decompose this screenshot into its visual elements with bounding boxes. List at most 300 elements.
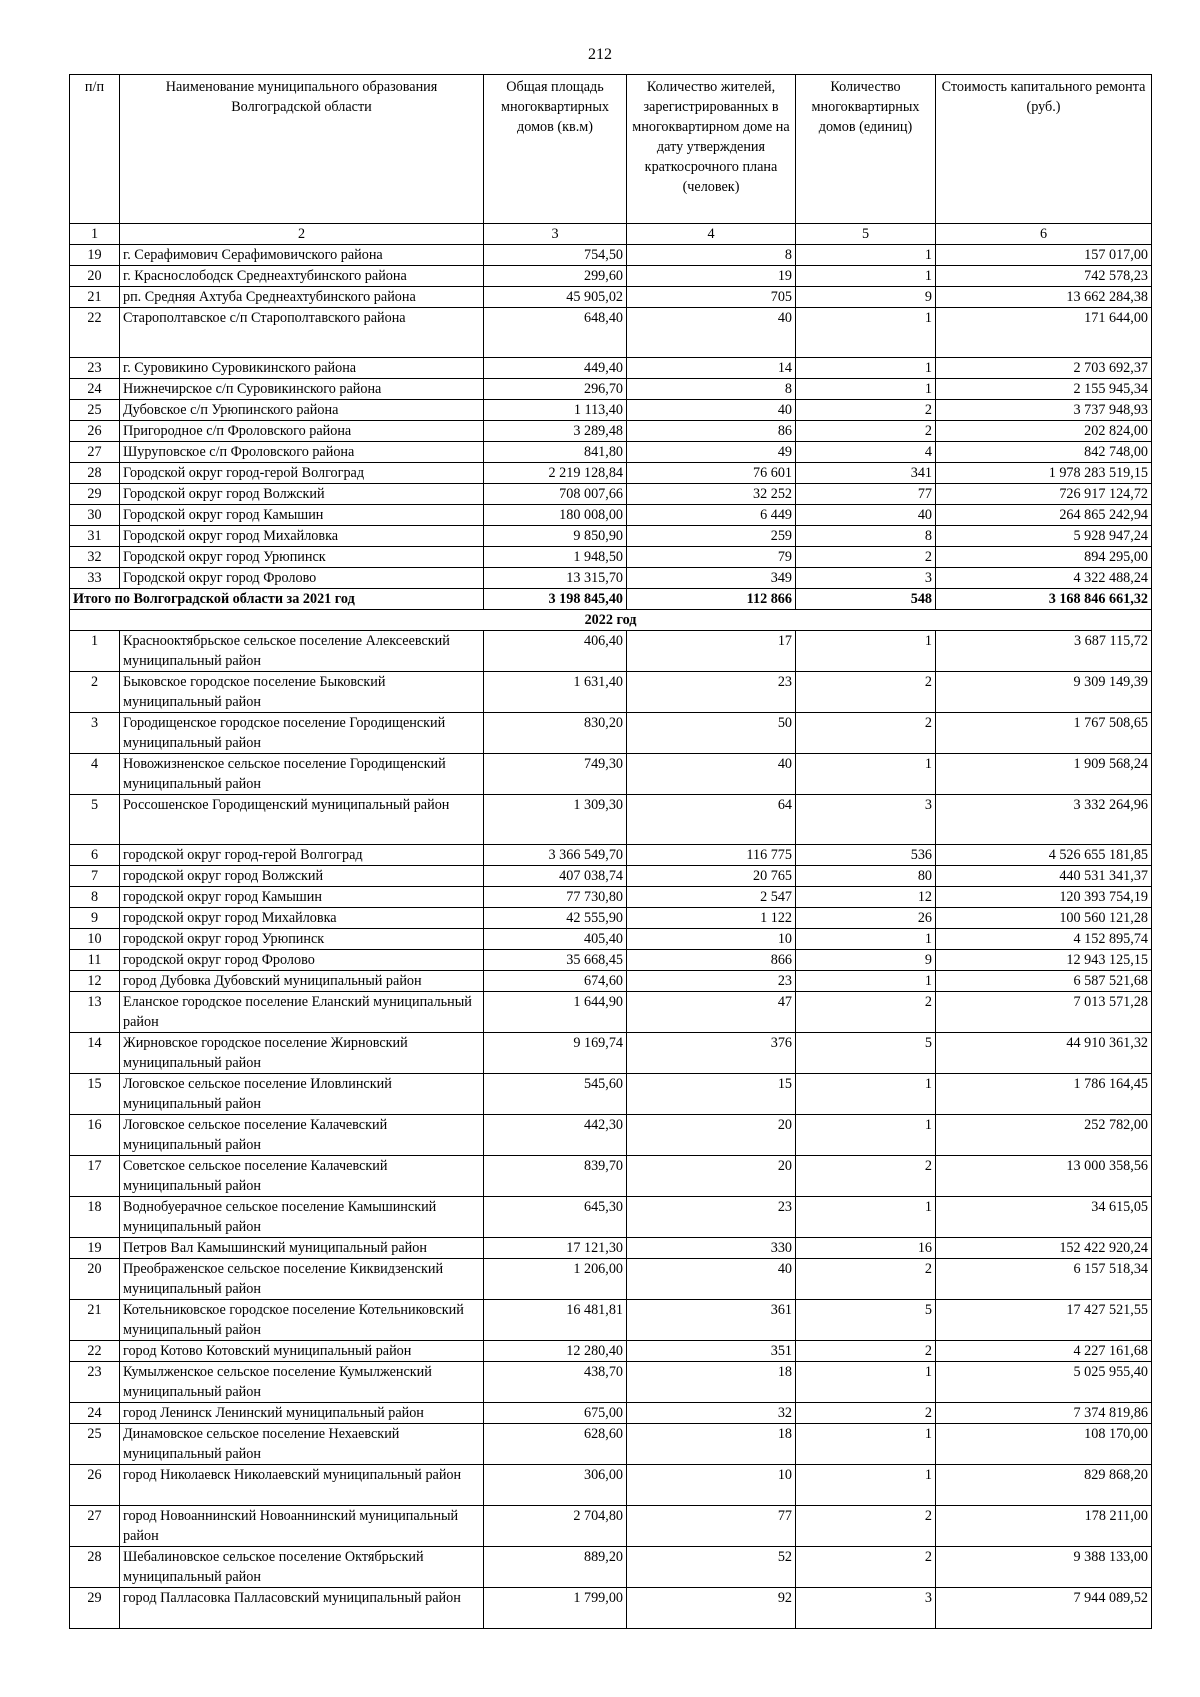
table-row <box>70 754 1152 795</box>
area-value: 1 206,00 <box>484 1259 627 1300</box>
table-row <box>70 1588 1152 1629</box>
municipality-name: Городской округ город-герой Волгоград <box>120 463 484 484</box>
residents-value: 32 <box>627 1403 796 1424</box>
residents-value: 49 <box>627 442 796 463</box>
cost-value: 9 388 133,00 <box>936 1547 1152 1588</box>
houses-value: 1 <box>796 929 936 950</box>
municipality-name: городской округ город-герой Волгоград <box>120 845 484 866</box>
row-number: 33 <box>70 568 120 589</box>
municipality-name: Петров Вал Камышинский муниципальный район <box>120 1238 484 1259</box>
cost-value: 726 917 124,72 <box>936 484 1152 505</box>
row-number: 24 <box>70 1403 120 1424</box>
residents-value: 40 <box>627 1259 796 1300</box>
residents-value: 6 449 <box>627 505 796 526</box>
row-number: 19 <box>70 1238 120 1259</box>
municipality-name: город Палласовка Палласовский муниципальный район <box>120 1588 484 1629</box>
table-row <box>70 1238 1152 1259</box>
residents-value: 86 <box>627 421 796 442</box>
residents-value: 8 <box>627 245 796 266</box>
municipality-name: Пригородное с/п Фроловского района <box>120 421 484 442</box>
column-number: 1 <box>70 224 120 245</box>
row-number: 23 <box>70 1362 120 1403</box>
houses-value: 1 <box>796 266 936 287</box>
column-number: 6 <box>936 224 1152 245</box>
page-number: 212 <box>588 46 612 63</box>
houses-value: 80 <box>796 866 936 887</box>
table-row <box>70 971 1152 992</box>
area-value: 645,30 <box>484 1197 627 1238</box>
row-number: 28 <box>70 463 120 484</box>
row-number: 15 <box>70 1074 120 1115</box>
residents-value: 1 122 <box>627 908 796 929</box>
table-row <box>70 1115 1152 1156</box>
table-row <box>70 1156 1152 1197</box>
cost-value: 1 767 508,65 <box>936 713 1152 754</box>
houses-value: 16 <box>796 1238 936 1259</box>
houses-value: 1 <box>796 308 936 358</box>
table-row <box>70 245 1152 266</box>
area-value: 16 481,81 <box>484 1300 627 1341</box>
houses-value: 3 <box>796 795 936 845</box>
area-value: 296,70 <box>484 379 627 400</box>
residents-value: 40 <box>627 308 796 358</box>
area-value: 648,40 <box>484 308 627 358</box>
row-number: 21 <box>70 1300 120 1341</box>
area-value: 830,20 <box>484 713 627 754</box>
area-value: 675,00 <box>484 1403 627 1424</box>
residents-value: 20 <box>627 1115 796 1156</box>
table-row <box>70 568 1152 589</box>
cost-value: 5 928 947,24 <box>936 526 1152 547</box>
cost-value: 252 782,00 <box>936 1115 1152 1156</box>
row-number: 4 <box>70 754 120 795</box>
area-value: 9 850,90 <box>484 526 627 547</box>
cost-value: 3 737 948,93 <box>936 400 1152 421</box>
cost-value: 4 526 655 181,85 <box>936 845 1152 866</box>
residents-value: 23 <box>627 672 796 713</box>
municipality-name: Городской округ город Камышин <box>120 505 484 526</box>
houses-value: 1 <box>796 631 936 672</box>
area-value: 3 289,48 <box>484 421 627 442</box>
col-header-residents: Количество жителей, зарегистрированных в многоквартирном доме на дату утверждения краткосрочного плана (человек) <box>627 75 796 224</box>
houses-value: 341 <box>796 463 936 484</box>
area-value: 13 315,70 <box>484 568 627 589</box>
residents-value: 76 601 <box>627 463 796 484</box>
residents-value: 52 <box>627 1547 796 1588</box>
area-value: 1 799,00 <box>484 1588 627 1629</box>
houses-value: 26 <box>796 908 936 929</box>
municipality-name: Еланское городское поселение Еланский муниципальный район <box>120 992 484 1033</box>
cost-value: 1 786 164,45 <box>936 1074 1152 1115</box>
table-row <box>70 547 1152 568</box>
column-number: 2 <box>120 224 484 245</box>
houses-value: 3 <box>796 1588 936 1629</box>
municipality-name: город Ленинск Ленинский муниципальный район <box>120 1403 484 1424</box>
residents-value: 705 <box>627 287 796 308</box>
residents-value: 47 <box>627 992 796 1033</box>
houses-value: 2 <box>796 421 936 442</box>
row-number: 32 <box>70 547 120 568</box>
houses-value: 1 <box>796 971 936 992</box>
row-number: 22 <box>70 308 120 358</box>
municipality-name: Динамовское сельское поселение Нехаевский муниципальный район <box>120 1424 484 1465</box>
table-row <box>70 287 1152 308</box>
area-value: 1 631,40 <box>484 672 627 713</box>
table-row <box>70 1197 1152 1238</box>
municipality-name: городской округ город Фролово <box>120 950 484 971</box>
table-row <box>70 1403 1152 1424</box>
total-cost: 3 168 846 661,32 <box>936 589 1152 610</box>
municipality-name: Нижнечирское с/п Суровикинского района <box>120 379 484 400</box>
houses-value: 40 <box>796 505 936 526</box>
row-number: 26 <box>70 421 120 442</box>
capital-repair-table <box>69 74 1152 1629</box>
municipality-name: Кумылженское сельское поселение Кумылженский муниципальный район <box>120 1362 484 1403</box>
area-value: 438,70 <box>484 1362 627 1403</box>
row-number: 20 <box>70 1259 120 1300</box>
residents-value: 77 <box>627 1506 796 1547</box>
houses-value: 1 <box>796 1465 936 1506</box>
houses-value: 77 <box>796 484 936 505</box>
section-heading-2022: 2022 год <box>70 610 1152 631</box>
row-number: 29 <box>70 1588 120 1629</box>
houses-value: 1 <box>796 358 936 379</box>
houses-value: 1 <box>796 379 936 400</box>
table-row <box>70 505 1152 526</box>
residents-value: 40 <box>627 754 796 795</box>
residents-value: 8 <box>627 379 796 400</box>
row-number: 14 <box>70 1033 120 1074</box>
houses-value: 1 <box>796 1362 936 1403</box>
row-number: 5 <box>70 795 120 845</box>
cost-value: 6 157 518,34 <box>936 1259 1152 1300</box>
municipality-name: Логовское сельское поселение Калачевский муниципальный район <box>120 1115 484 1156</box>
cost-value: 178 211,00 <box>936 1506 1152 1547</box>
cost-value: 829 868,20 <box>936 1465 1152 1506</box>
row-number: 10 <box>70 929 120 950</box>
area-value: 841,80 <box>484 442 627 463</box>
row-number: 8 <box>70 887 120 908</box>
residents-value: 2 547 <box>627 887 796 908</box>
cost-value: 171 644,00 <box>936 308 1152 358</box>
row-number: 31 <box>70 526 120 547</box>
municipality-name: Жирновское городское поселение Жирновский муниципальный район <box>120 1033 484 1074</box>
column-number: 5 <box>796 224 936 245</box>
cost-value: 7 013 571,28 <box>936 992 1152 1033</box>
municipality-name: Городской округ город Фролово <box>120 568 484 589</box>
table-row <box>70 421 1152 442</box>
municipality-name: город Дубовка Дубовский муниципальный район <box>120 971 484 992</box>
row-number: 25 <box>70 400 120 421</box>
cost-value: 34 615,05 <box>936 1197 1152 1238</box>
municipality-name: Преображенское сельское поселение Киквидзенский муниципальный район <box>120 1259 484 1300</box>
municipality-name: город Котово Котовский муниципальный район <box>120 1341 484 1362</box>
area-value: 299,60 <box>484 266 627 287</box>
area-value: 407 038,74 <box>484 866 627 887</box>
residents-value: 330 <box>627 1238 796 1259</box>
residents-value: 40 <box>627 400 796 421</box>
table-row <box>70 631 1152 672</box>
table-row <box>70 358 1152 379</box>
row-number: 21 <box>70 287 120 308</box>
municipality-name: Шебалиновское сельское поселение Октябрьский муниципальный район <box>120 1547 484 1588</box>
municipality-name: городской округ город Михайловка <box>120 908 484 929</box>
houses-value: 2 <box>796 547 936 568</box>
table-row <box>70 1424 1152 1465</box>
row-number: 30 <box>70 505 120 526</box>
row-number: 7 <box>70 866 120 887</box>
cost-value: 3 332 264,96 <box>936 795 1152 845</box>
municipality-name: городской округ город Волжский <box>120 866 484 887</box>
houses-value: 2 <box>796 1259 936 1300</box>
area-value: 17 121,30 <box>484 1238 627 1259</box>
row-number: 24 <box>70 379 120 400</box>
houses-value: 2 <box>796 672 936 713</box>
houses-value: 536 <box>796 845 936 866</box>
area-value: 2 219 128,84 <box>484 463 627 484</box>
cost-value: 5 025 955,40 <box>936 1362 1152 1403</box>
municipality-name: Городищенское городское поселение Городищенский муниципальный район <box>120 713 484 754</box>
total-houses: 548 <box>796 589 936 610</box>
table-row <box>70 845 1152 866</box>
residents-value: 10 <box>627 1465 796 1506</box>
area-value: 12 280,40 <box>484 1341 627 1362</box>
table-row <box>70 1547 1152 1588</box>
row-number: 6 <box>70 845 120 866</box>
cost-value: 13 662 284,38 <box>936 287 1152 308</box>
area-value: 3 366 549,70 <box>484 845 627 866</box>
municipality-name: город Новоаннинский Новоаннинский муниципальный район <box>120 1506 484 1547</box>
table-row <box>70 1259 1152 1300</box>
row-number: 27 <box>70 1506 120 1547</box>
row-number: 3 <box>70 713 120 754</box>
cost-value: 7 374 819,86 <box>936 1403 1152 1424</box>
table-header-row <box>70 75 1152 224</box>
cost-value: 4 322 488,24 <box>936 568 1152 589</box>
cost-value: 6 587 521,68 <box>936 971 1152 992</box>
area-value: 628,60 <box>484 1424 627 1465</box>
cost-value: 17 427 521,55 <box>936 1300 1152 1341</box>
residents-value: 92 <box>627 1588 796 1629</box>
houses-value: 2 <box>796 992 936 1033</box>
table-row <box>70 992 1152 1033</box>
municipality-name: Новожизненское сельское поселение Городищенский муниципальный район <box>120 754 484 795</box>
area-value: 180 008,00 <box>484 505 627 526</box>
table-row <box>70 266 1152 287</box>
column-number: 3 <box>484 224 627 245</box>
cost-value: 152 422 920,24 <box>936 1238 1152 1259</box>
houses-value: 2 <box>796 1156 936 1197</box>
table-row <box>70 713 1152 754</box>
row-number: 18 <box>70 1197 120 1238</box>
cost-value: 4 227 161,68 <box>936 1341 1152 1362</box>
area-value: 839,70 <box>484 1156 627 1197</box>
residents-value: 64 <box>627 795 796 845</box>
cost-value: 2 703 692,37 <box>936 358 1152 379</box>
table-body <box>70 224 1152 1629</box>
cost-value: 12 943 125,15 <box>936 950 1152 971</box>
residents-value: 32 252 <box>627 484 796 505</box>
cost-value: 4 152 895,74 <box>936 929 1152 950</box>
cost-value: 842 748,00 <box>936 442 1152 463</box>
houses-value: 2 <box>796 1506 936 1547</box>
residents-value: 361 <box>627 1300 796 1341</box>
cost-value: 440 531 341,37 <box>936 866 1152 887</box>
col-header-municipality: Наименование муниципального образования Волгоградской области <box>120 75 484 224</box>
table-row <box>70 526 1152 547</box>
houses-value: 9 <box>796 950 936 971</box>
residents-value: 866 <box>627 950 796 971</box>
municipality-name: г. Суровикино Суровикинского района <box>120 358 484 379</box>
cost-value: 100 560 121,28 <box>936 908 1152 929</box>
row-number: 23 <box>70 358 120 379</box>
houses-value: 1 <box>796 754 936 795</box>
houses-value: 1 <box>796 1115 936 1156</box>
cost-value: 1 909 568,24 <box>936 754 1152 795</box>
area-value: 708 007,66 <box>484 484 627 505</box>
total-area: 3 198 845,40 <box>484 589 627 610</box>
table-row <box>70 1465 1152 1506</box>
area-value: 1 113,40 <box>484 400 627 421</box>
total-label: Итого по Волгоградской области за 2021 год <box>70 589 484 610</box>
area-value: 77 730,80 <box>484 887 627 908</box>
residents-value: 376 <box>627 1033 796 1074</box>
row-number: 20 <box>70 266 120 287</box>
houses-value: 4 <box>796 442 936 463</box>
area-value: 9 169,74 <box>484 1033 627 1074</box>
area-value: 1 309,30 <box>484 795 627 845</box>
table-row <box>70 484 1152 505</box>
cost-value: 157 017,00 <box>936 245 1152 266</box>
total-row <box>70 589 1152 610</box>
cost-value: 2 155 945,34 <box>936 379 1152 400</box>
table-row <box>70 1506 1152 1547</box>
municipality-name: Воднобуерачное сельское поселение Камышинский муниципальный район <box>120 1197 484 1238</box>
table-row <box>70 1362 1152 1403</box>
area-value: 42 555,90 <box>484 908 627 929</box>
municipality-name: Городской округ город Михайловка <box>120 526 484 547</box>
total-residents: 112 866 <box>627 589 796 610</box>
table-row <box>70 887 1152 908</box>
residents-value: 116 775 <box>627 845 796 866</box>
municipality-name: г. Краснослободск Среднеахтубинского района <box>120 266 484 287</box>
municipality-name: Городской округ город Урюпинск <box>120 547 484 568</box>
residents-value: 23 <box>627 1197 796 1238</box>
residents-value: 50 <box>627 713 796 754</box>
col-header-area: Общая площадь многоквартирных домов (кв.м) <box>484 75 627 224</box>
houses-value: 5 <box>796 1300 936 1341</box>
municipality-name: Котельниковское городское поселение Котельниковский муниципальный район <box>120 1300 484 1341</box>
cost-value: 7 944 089,52 <box>936 1588 1152 1629</box>
area-value: 754,50 <box>484 245 627 266</box>
col-header-cost: Стоимость капитального ремонта (руб.) <box>936 75 1152 224</box>
cost-value: 108 170,00 <box>936 1424 1152 1465</box>
municipality-name: Логовское сельское поселение Иловлинский муниципальный район <box>120 1074 484 1115</box>
houses-value: 2 <box>796 1341 936 1362</box>
row-number: 16 <box>70 1115 120 1156</box>
houses-value: 1 <box>796 1074 936 1115</box>
residents-value: 79 <box>627 547 796 568</box>
cost-value: 202 824,00 <box>936 421 1152 442</box>
section-row <box>70 610 1152 631</box>
area-value: 406,40 <box>484 631 627 672</box>
municipality-name: Быковское городское поселение Быковский муниципальный район <box>120 672 484 713</box>
area-value: 889,20 <box>484 1547 627 1588</box>
houses-value: 3 <box>796 568 936 589</box>
column-number-row <box>70 224 1152 245</box>
row-number: 17 <box>70 1156 120 1197</box>
area-value: 306,00 <box>484 1465 627 1506</box>
row-number: 13 <box>70 992 120 1033</box>
col-header-houses: Количество многоквартирных домов (единиц) <box>796 75 936 224</box>
houses-value: 12 <box>796 887 936 908</box>
table-row <box>70 1341 1152 1362</box>
table-row <box>70 400 1152 421</box>
cost-value: 13 000 358,56 <box>936 1156 1152 1197</box>
cost-value: 742 578,23 <box>936 266 1152 287</box>
houses-value: 1 <box>796 1197 936 1238</box>
row-number: 1 <box>70 631 120 672</box>
area-value: 674,60 <box>484 971 627 992</box>
houses-value: 1 <box>796 245 936 266</box>
residents-value: 23 <box>627 971 796 992</box>
cost-value: 120 393 754,19 <box>936 887 1152 908</box>
row-number: 22 <box>70 1341 120 1362</box>
cost-value: 3 687 115,72 <box>936 631 1152 672</box>
area-value: 545,60 <box>484 1074 627 1115</box>
table-row <box>70 1074 1152 1115</box>
municipality-name: Шуруповское с/п Фроловского района <box>120 442 484 463</box>
municipality-name: городской округ город Камышин <box>120 887 484 908</box>
area-value: 1 948,50 <box>484 547 627 568</box>
residents-value: 10 <box>627 929 796 950</box>
municipality-name: Дубовское с/п Урюпинского района <box>120 400 484 421</box>
area-value: 749,30 <box>484 754 627 795</box>
cost-value: 9 309 149,39 <box>936 672 1152 713</box>
row-number: 11 <box>70 950 120 971</box>
residents-value: 14 <box>627 358 796 379</box>
table-row <box>70 1033 1152 1074</box>
residents-value: 19 <box>627 266 796 287</box>
residents-value: 15 <box>627 1074 796 1115</box>
houses-value: 9 <box>796 287 936 308</box>
row-number: 29 <box>70 484 120 505</box>
houses-value: 2 <box>796 713 936 754</box>
municipality-name: Городской округ город Волжский <box>120 484 484 505</box>
row-number: 25 <box>70 1424 120 1465</box>
municipality-name: Старополтавское с/п Старополтавского района <box>120 308 484 358</box>
area-value: 45 905,02 <box>484 287 627 308</box>
residents-value: 20 765 <box>627 866 796 887</box>
municipality-name: город Николаевск Николаевский муниципальный район <box>120 1465 484 1506</box>
col-header-number: п/п <box>70 75 120 224</box>
row-number: 2 <box>70 672 120 713</box>
table-row <box>70 866 1152 887</box>
municipality-name: рп. Средняя Ахтуба Среднеахтубинского района <box>120 287 484 308</box>
municipality-name: Россошенское Городищенский муниципальный район <box>120 795 484 845</box>
area-value: 1 644,90 <box>484 992 627 1033</box>
residents-value: 259 <box>627 526 796 547</box>
municipality-name: Советское сельское поселение Калачевский муниципальный район <box>120 1156 484 1197</box>
table-row <box>70 929 1152 950</box>
houses-value: 8 <box>796 526 936 547</box>
cost-value: 44 910 361,32 <box>936 1033 1152 1074</box>
municipality-name: Краснооктябрьское сельское поселение Алексеевский муниципальный район <box>120 631 484 672</box>
residents-value: 18 <box>627 1424 796 1465</box>
table-row <box>70 795 1152 845</box>
houses-value: 2 <box>796 400 936 421</box>
table-row <box>70 379 1152 400</box>
